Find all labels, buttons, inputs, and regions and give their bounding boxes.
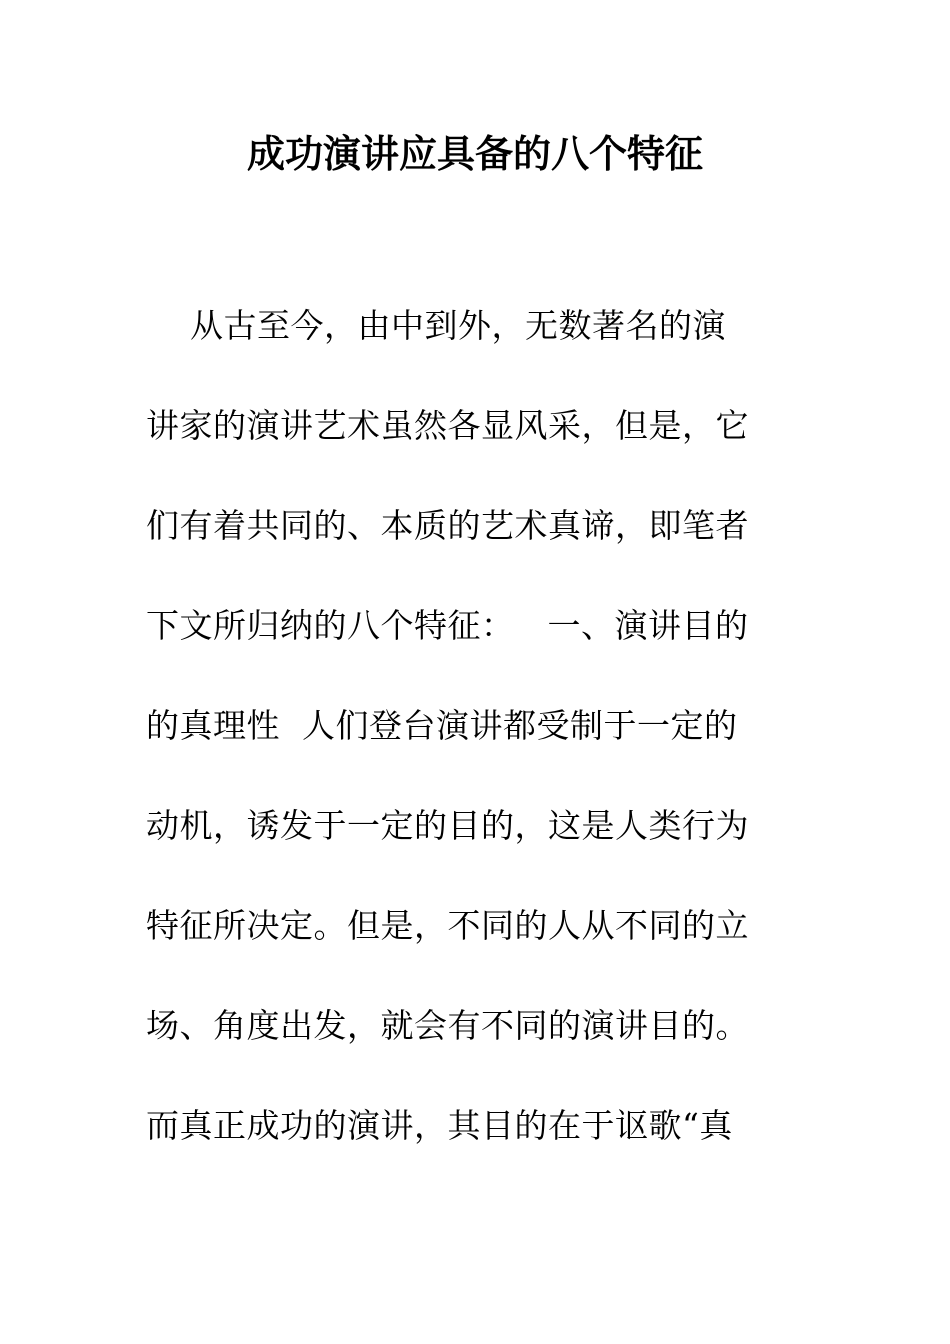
body-line: 们有着共同的、本质的艺术真谛，即笔者 xyxy=(146,506,749,545)
body-line: 动机，诱发于一定的目的，这是人类行为 xyxy=(146,806,749,845)
body-line: 场、角度出发，就会有不同的演讲目的。 xyxy=(146,1006,749,1045)
body-line: 特征所决定。但是，不同的人从不同的立 xyxy=(146,906,749,945)
document-title: 成功演讲应具备的八个特征 xyxy=(246,131,703,176)
body-line: 下文所归纳的八个特征： 一、演讲目的 xyxy=(146,606,749,645)
body-line: 讲家的演讲艺术虽然各显风采，但是，它 xyxy=(146,406,749,445)
document-body xyxy=(146,300,786,1200)
body-line: 从古至今，由中到外，无数著名的演 xyxy=(146,306,726,345)
body-line: 而真正成功的演讲，其目的在于讴歌“真 xyxy=(146,1106,733,1145)
body-line: 的真理性 人们登台演讲都受制于一定的 xyxy=(146,706,738,745)
